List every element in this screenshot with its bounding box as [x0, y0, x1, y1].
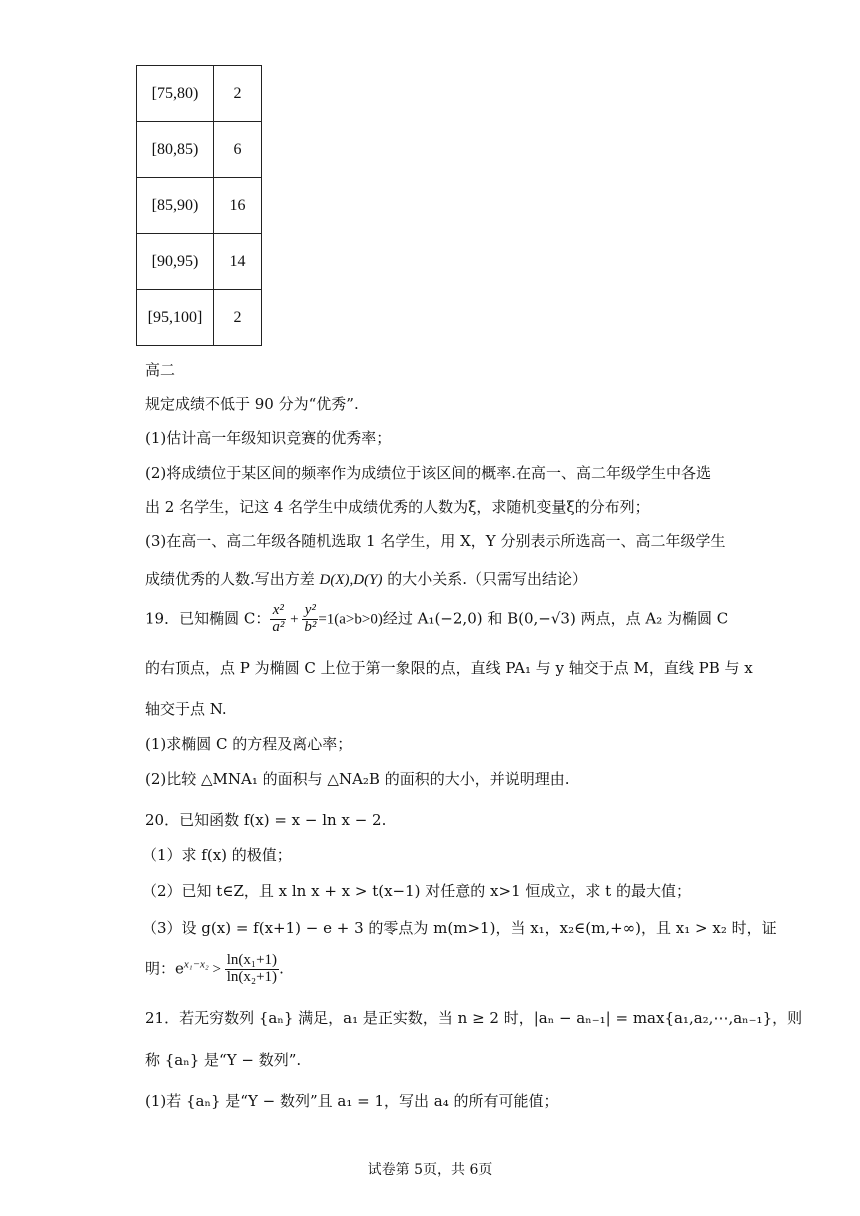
- q21-line1: 21．若无穷数列 {aₙ} 满足，a₁ 是正实数，当 n ≥ 2 时，|aₙ − aₙ₋₁| = max{a₁,a₂,⋯,aₙ₋₁}，则: [145, 1009, 803, 1027]
- q20-prove-text: 明：e: [145, 959, 184, 978]
- interval-cell: [80,85): [137, 122, 214, 178]
- q18-part3-line2: [145, 568, 587, 589]
- ellipse-condition: =1(a>b>0): [318, 611, 383, 628]
- q18-part3-tail: 的大小关系.（只需写出结论）: [382, 570, 587, 588]
- table-row: [137, 178, 262, 234]
- q20-part3-line2: [145, 953, 284, 986]
- q19-line1: 19．已知椭圆 C： $\frac{\text{x²}}{\text{a²}}$ + $\frac{\text{y²}}{\text{b²}}$ =1(a>b>0)经过 A₁(−2,0) 和 B(0,−√3) 两点，点 A₂ 为椭圆 C: [145, 602, 729, 635]
- frequency-table: [136, 65, 262, 346]
- table-row: [137, 290, 262, 346]
- q19-points: 经过 A₁(−2,0) 和 B(0,−√3) 两点，点 A₂ 为椭圆 C: [382, 609, 729, 628]
- fraction-denominator: b²: [304, 618, 317, 635]
- count-cell: 14: [214, 234, 262, 290]
- q20-part3-line1: （3）设 g(x) = f(x+1) − e + 3 的零点为 m(m>1)，当 x₁，x₂∈(m,+∞)，且 x₁ > x₂ 时，证: [142, 919, 777, 937]
- q18-part2-line2: 出 2 名学生，记这 4 名学生中成绩优秀的人数为ξ，求随机变量ξ的分布列；: [145, 498, 650, 516]
- fraction-numerator: y²: [302, 603, 318, 620]
- log-fraction: [225, 953, 279, 986]
- table-row: [137, 122, 262, 178]
- interval-cell: [75,80): [137, 66, 214, 122]
- q19-line2: 的右顶点，点 P 为椭圆 C 上位于第一象限的点，直线 PA₁ 与 y 轴交于点 M，直线 PB 与 x: [145, 659, 753, 677]
- table-row: [137, 66, 262, 122]
- q19-part2: (2)比较 △MNA₁ 的面积与 △NA₂B 的面积的大小，并说明理由.: [145, 770, 570, 788]
- table-row: [137, 234, 262, 290]
- q19-part1: (1)求椭圆 C 的方程及离心率；: [145, 735, 353, 753]
- table-caption: 高二: [145, 361, 176, 379]
- q19-line3: 轴交于点 N.: [145, 700, 227, 718]
- exponent: x₁−x₂: [183, 958, 209, 971]
- count-cell: 2: [214, 290, 262, 346]
- variance-expression: D(X),D(Y): [319, 572, 383, 588]
- greater-than: >: [208, 961, 225, 978]
- fraction-numerator: x²: [270, 603, 286, 620]
- fraction-denominator: a²: [272, 618, 285, 635]
- q20-part2: （2）已知 t∈Z，且 x ln x + x > t(x−1) 对任意的 x>1 恒成立，求 t 的最大值；: [142, 882, 691, 900]
- q21-part1: (1)若 {aₙ} 是“Y − 数列”且 a₁ = 1，写出 a₄ 的所有可能值；: [145, 1092, 559, 1110]
- count-cell: 6: [214, 122, 262, 178]
- interval-cell: [90,95): [137, 234, 214, 290]
- q21-line2: 称 {aₙ} 是“Y − 数列”.: [145, 1051, 302, 1069]
- q20-part1: （1）求 f(x) 的极值；: [142, 846, 292, 864]
- interval-cell: [85,90): [137, 178, 214, 234]
- q18-part2-line1: (2)将成绩位于某区间的频率作为成绩位于该区间的概率.在高一、高二年级学生中各选: [145, 464, 712, 482]
- interval-cell: [95,100]: [137, 290, 214, 346]
- q20-stem: 20．已知函数 f(x) = x − ln x − 2.: [145, 811, 387, 829]
- excellence-rule: 规定成绩不低于 90 分为“优秀”.: [145, 395, 359, 413]
- q18-part1: (1)估计高一年级知识竞赛的优秀率；: [145, 429, 392, 447]
- count-cell: 2: [214, 66, 262, 122]
- count-cell: 16: [214, 178, 262, 234]
- fraction-numerator: ln(x₁+1): [226, 952, 278, 968]
- q19-intro: 19．已知椭圆 C：: [145, 609, 271, 628]
- fraction-denominator: ln(x₂+1): [226, 968, 278, 985]
- q18-part3-line1: (3)在高一、高二年级各随机选取 1 名学生，用 X，Y 分别表示所选高一、高二年级学生: [145, 532, 726, 550]
- period: .: [279, 959, 284, 978]
- y-fraction: [302, 603, 318, 636]
- page-footer: 试卷第 5页，共 6页: [367, 1162, 493, 1178]
- q18-part3-text: 成绩优秀的人数.写出方差: [145, 570, 320, 588]
- x-fraction: [270, 603, 286, 636]
